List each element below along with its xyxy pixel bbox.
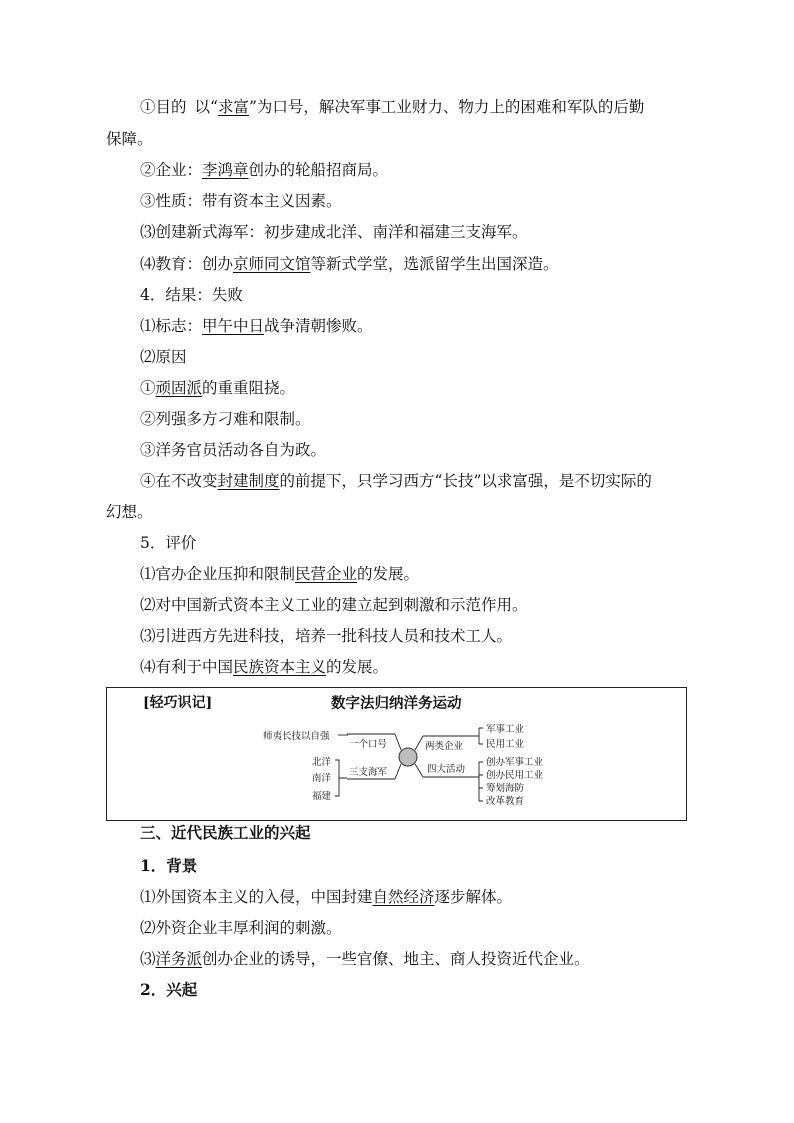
- activity-3: 筹划海防: [486, 783, 525, 794]
- term-qiufu: 求富: [217, 98, 249, 116]
- term-ziranjingji: 自然经济: [372, 888, 435, 906]
- paragraph-bg-2: ⑵外资企业丰厚利润的刺激。: [140, 919, 342, 937]
- heading-rise: 2．兴起: [140, 980, 198, 999]
- fleet-beiyang: 北洋: [312, 757, 332, 768]
- mind-map-diagram: [107, 688, 686, 820]
- paragraph-education: ⑷教育：创办京师同文馆等新式学堂，选派留学生出国深造。: [140, 255, 559, 273]
- four-activities-label: 四大活动: [427, 764, 466, 775]
- fleet-bracket: [335, 760, 347, 796]
- paragraph-reason-3: ③洋务官员活动各自为政。: [140, 441, 327, 459]
- center-node: [399, 748, 417, 766]
- paragraph-eval-3: ⑶引进西方先进科技，培养一批科技人员和技术工人。: [140, 627, 513, 645]
- heading-result: 4．结果：失败: [140, 286, 243, 304]
- heading-evaluation: 5．评价: [140, 534, 197, 552]
- paragraph-eval-4: ⑷有利于中国民族资本主义的发展。: [140, 658, 389, 676]
- paragraph-eval-1: ⑴官办企业压抑和限制民营企业的发展。: [140, 565, 420, 583]
- box-tag: [轻巧识记]: [143, 695, 213, 711]
- term-wangufai: 顽固派: [155, 379, 203, 397]
- activities-bracket: [475, 762, 483, 801]
- connector: [395, 764, 401, 779]
- paragraph-navy: ⑶创建新式海军：初步建成北洋、南洋和福建三支海军。: [140, 223, 528, 241]
- paragraph-enterprise: ②企业：李鸿章创办的轮船招商局。: [140, 161, 389, 179]
- activity-4: 改革教育: [486, 796, 525, 807]
- one-slogan-label: 一个口号: [349, 739, 388, 750]
- term-minzuzibenzhuyi: 民族资本主义: [233, 658, 327, 676]
- section-heading-3: 三、近代民族工业的兴起: [140, 823, 311, 842]
- three-navies-label: 三支海军: [349, 767, 388, 778]
- activity-2: 创办民用工业: [486, 770, 544, 781]
- activity-1: 创办军事工业: [486, 757, 544, 768]
- two-enterprises-label: 两类企业: [425, 741, 464, 752]
- paragraph-nature: ③性质：带有资本主义因素。: [140, 192, 342, 210]
- heading-background: 1．背景: [140, 856, 198, 875]
- paragraph-eval-2: ⑵对中国新式资本主义工业的建立起到刺激和示范作用。: [140, 596, 528, 614]
- paragraph-sign: ⑴标志：甲午中日战争清朝惨败。: [140, 317, 373, 335]
- paragraph-bg-3: ⑶洋务派创办企业的诱导，一些官僚、地主、商人投资近代企业。: [140, 950, 590, 968]
- term-jiawu: 甲午中日: [202, 317, 265, 335]
- enterprise-military: 军事工业: [486, 724, 525, 735]
- enterprise-civil: 民用工业: [486, 739, 525, 750]
- connector: [415, 736, 423, 750]
- term-yangwupai: 洋务派: [155, 950, 203, 968]
- term-lihongzhang: 李鸿章: [202, 161, 249, 179]
- paragraph-reason-2: ②列强多方刁难和限制。: [140, 410, 311, 428]
- fleet-fujian: 福建: [312, 791, 332, 802]
- paragraph-reason-4: ④在不改变封建制度的前提下，只学习西方“长技”以求富强，是不切实际的: [140, 472, 652, 490]
- paragraph-bg-1: ⑴外国资本主义的入侵，中国封建自然经济逐步解体。: [140, 888, 513, 906]
- connector: [415, 764, 423, 777]
- paragraph-purpose-cont: 保障。: [106, 130, 153, 148]
- term-minyingqiye: 民营企业: [295, 565, 358, 583]
- term-fengjianzhidu: 封建制度: [217, 472, 280, 490]
- paragraph-purpose: ①目的 以“求富”为口号，解决军事工业财力、物力上的困难和军队的后勤: [140, 98, 645, 116]
- slogan-label: 师夷长技以自强: [263, 731, 330, 742]
- paragraph-reason-4-cont: 幻想。: [106, 503, 153, 521]
- box-title: 数字法归纳洋务运动: [331, 695, 462, 712]
- term-tongwenguan: 京师同文馆: [233, 255, 311, 273]
- paragraph-reason-1: ①顽固派的重重阻挠。: [140, 379, 296, 397]
- enterprise-bracket: [475, 728, 483, 744]
- paragraph-reason-heading: ⑵原因: [140, 348, 187, 366]
- fleet-nanyang: 南洋: [312, 773, 332, 784]
- connector: [395, 734, 401, 750]
- memory-tip-box: [106, 687, 687, 821]
